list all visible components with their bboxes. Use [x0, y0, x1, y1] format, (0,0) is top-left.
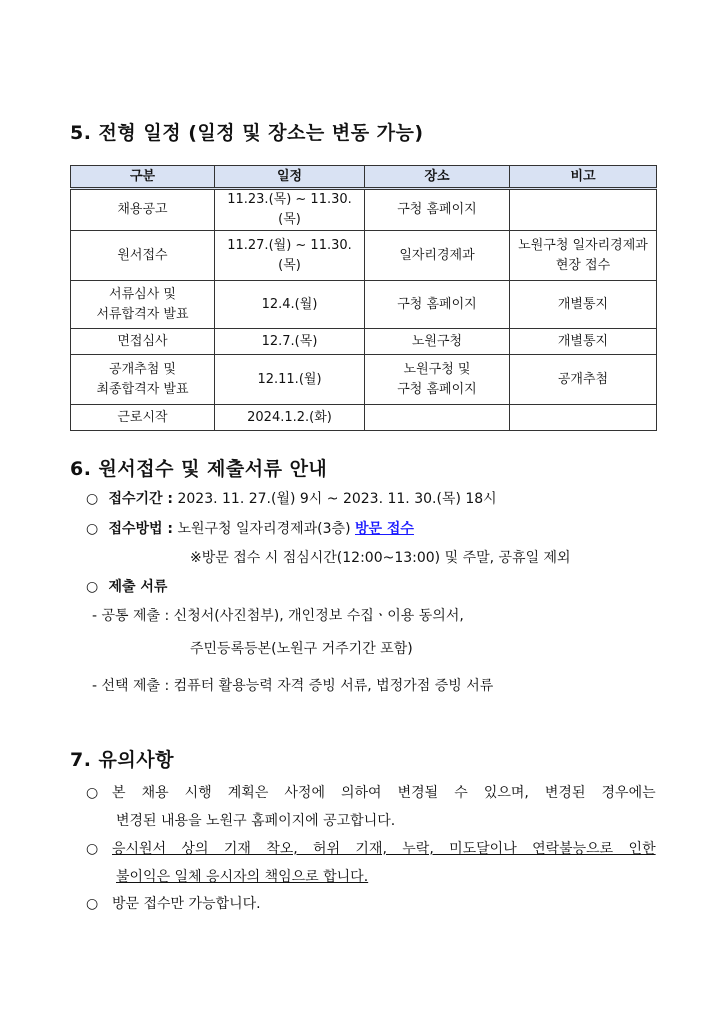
notice-item-1: [86, 782, 656, 802]
cell-date: 12.7.(목): [215, 329, 365, 355]
common-docs-line1: - 공통 제출 : 신청서(사진첨부), 개인정보 수집ㆍ이용 동의서,: [92, 608, 464, 624]
cell-place: 노원구청: [365, 329, 510, 355]
notice-item-3: [86, 893, 261, 913]
cell-date: 2024.1.2.(화): [215, 405, 365, 431]
cell-place: 구청 홈페이지: [365, 189, 510, 231]
docs-line: [86, 576, 167, 596]
period-value: 2023. 11. 27.(월) 9시 ~ 2023. 11. 30.(목) 18시: [177, 491, 497, 507]
table-row: [71, 189, 657, 231]
cell-date: 11.23.(목) ~ 11.30.(목): [215, 189, 365, 231]
col-header-note: 비고: [510, 166, 657, 189]
cell-date: 11.27.(월) ~ 11.30.(목): [215, 231, 365, 281]
cell-category: 면접심사: [71, 329, 215, 355]
table-row: [71, 281, 657, 329]
notice-item-1-line1: 본 채용 시행 계획은 사정에 의하여 변경될 수 있으며, 변경된 경우에는: [112, 785, 656, 801]
bullet-icon: ○: [86, 521, 99, 537]
notice-item-2-line2: 불이익은 일체 응시자의 책임으로 합니다.: [116, 869, 369, 885]
cell-place: [365, 405, 510, 431]
method-note: ※방문 접수 시 점심시간(12:00~13:00) 및 주말, 공휴일 제외: [190, 550, 571, 566]
cell-category: 채용공고: [71, 189, 215, 231]
method-label: 접수방법 :: [108, 521, 174, 537]
cell-note: 노원구청 일자리경제과 현장 접수: [510, 231, 657, 281]
col-header-place: 장소: [365, 166, 510, 189]
cell-note: [510, 189, 657, 231]
method-value: 노원구청 일자리경제과(3층): [177, 521, 351, 537]
bullet-icon: ○: [86, 841, 99, 857]
section6-heading: 6. 원서접수 및 제출서류 안내: [70, 458, 328, 480]
section7-heading: 7. 유의사항: [70, 749, 174, 771]
common-docs-line2: 주민등록등본(노원구 거주기간 포함): [190, 641, 413, 657]
cell-date: 12.4.(월): [215, 281, 365, 329]
period-line: [86, 488, 497, 508]
cell-place: 구청 홈페이지: [365, 281, 510, 329]
optional-docs-line: - 선택 제출 : 컴퓨터 활용능력 자격 증빙 서류, 법정가점 증빙 서류: [92, 678, 494, 694]
table-row: [71, 405, 657, 431]
bullet-icon: ○: [86, 579, 99, 595]
table-row: [71, 329, 657, 355]
col-header-date: 일정: [215, 166, 365, 189]
notice-item-3-text: 방문 접수만 가능합니다.: [112, 896, 261, 912]
bullet-icon: ○: [86, 896, 99, 912]
bullet-icon: ○: [86, 491, 99, 507]
table-row: [71, 355, 657, 405]
notice-item-1-line2: 변경된 내용을 노원구 홈페이지에 공고합니다.: [116, 813, 396, 829]
visit-apply-link[interactable]: 방문 접수: [354, 521, 414, 537]
cell-note: 공개추첨: [510, 355, 657, 405]
method-line: [86, 518, 414, 538]
cell-note: [510, 405, 657, 431]
docs-label: 제출 서류: [108, 579, 168, 595]
notice-item-2: [86, 838, 656, 858]
cell-place: 노원구청 및 구청 홈페이지: [365, 355, 510, 405]
cell-category: 공개추첨 및 최종합격자 발표: [71, 355, 215, 405]
table-row: [71, 231, 657, 281]
bullet-icon: ○: [86, 785, 99, 801]
table-header-row: [71, 166, 657, 189]
cell-note: 개별통지: [510, 281, 657, 329]
cell-category: 서류심사 및 서류합격자 발표: [71, 281, 215, 329]
cell-date: 12.11.(월): [215, 355, 365, 405]
cell-note: 개별통지: [510, 329, 657, 355]
period-label: 접수기간 :: [108, 491, 174, 507]
section5-heading: 5. 전형 일정 (일정 및 장소는 변동 가능): [70, 122, 424, 144]
col-header-category: 구분: [71, 166, 215, 189]
schedule-table: [70, 165, 657, 431]
cell-category: 원서접수: [71, 231, 215, 281]
cell-place: 일자리경제과: [365, 231, 510, 281]
notice-item-2-line1: 응시원서 상의 기재 착오, 허위 기재, 누락, 미도달이나 연락불능으로 인한: [112, 841, 656, 857]
cell-category: 근로시작: [71, 405, 215, 431]
